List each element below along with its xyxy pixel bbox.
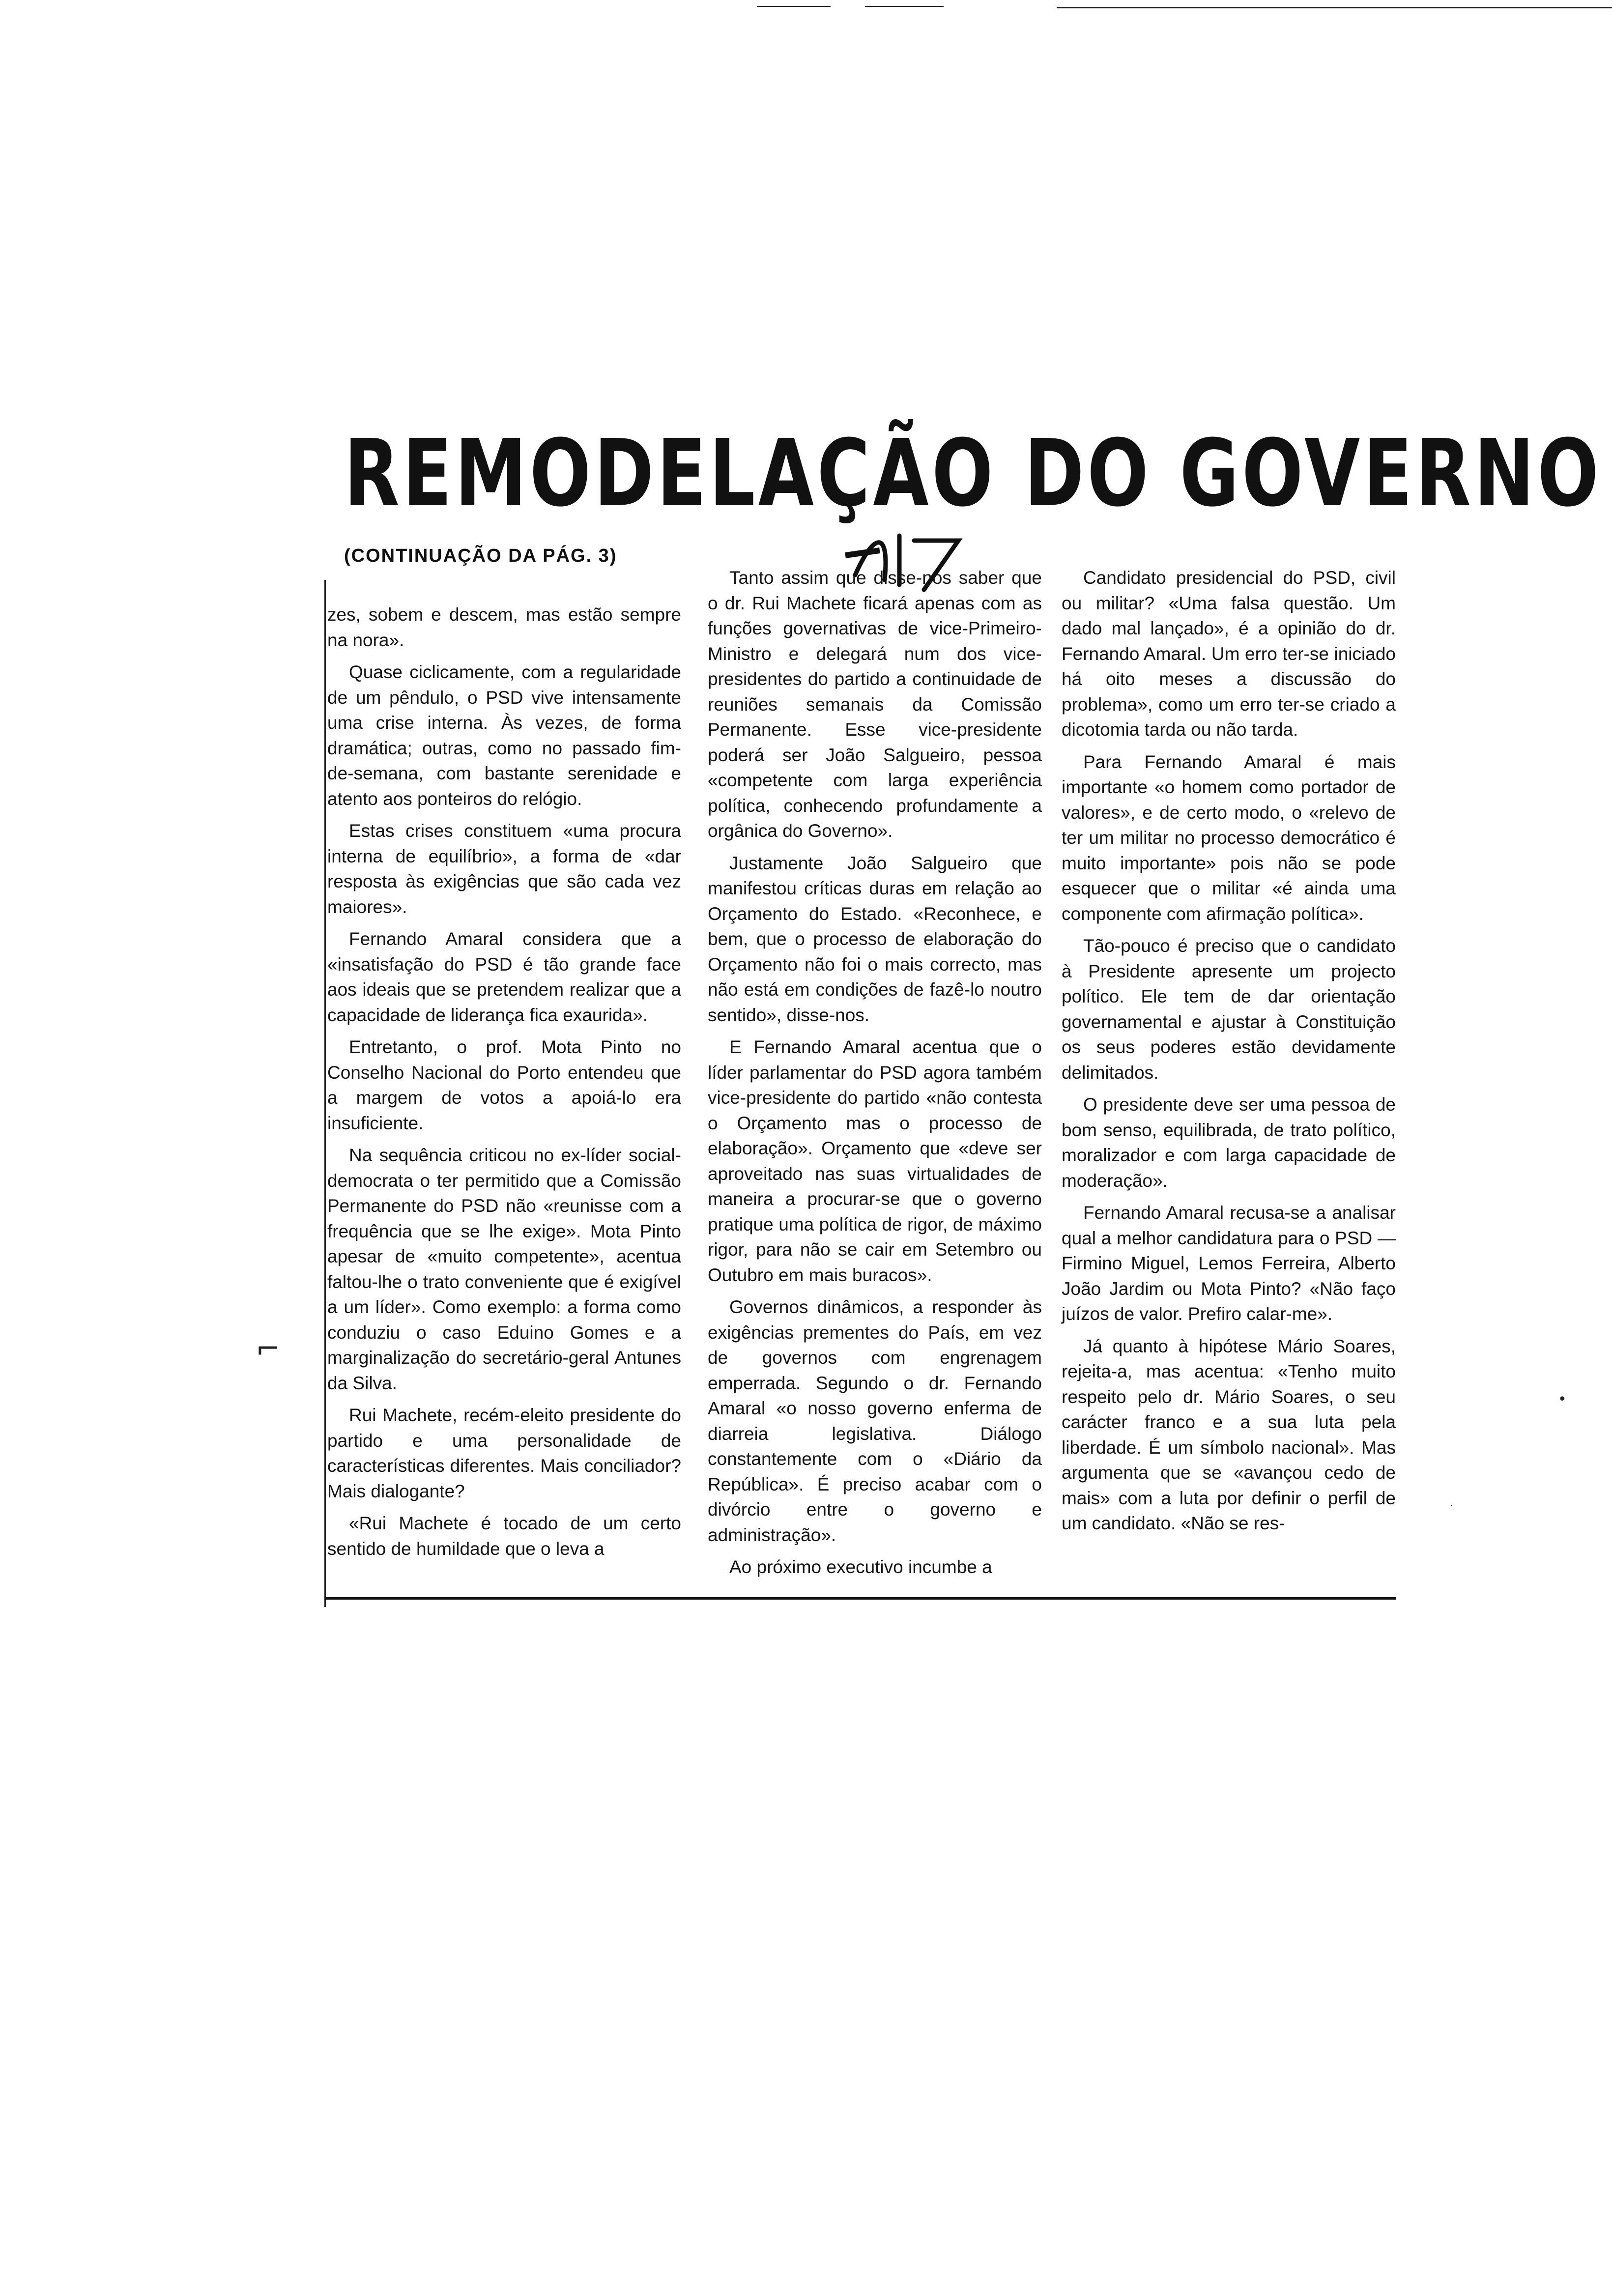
newspaper-clipping [324,383,1602,1597]
clipping-bottom-rule [324,1597,1396,1600]
paragraph: Candidato presidencial do PSD, civil ou militar? «Uma falsa questão. Um dado mal lançado», é a opinião do dr. Fernando Amaral. Um erro ter-se iniciado há oito meses a discussão do problema», como um erro ter-se criado a dicotomia tarda ou não tarda. [1062,568,1396,740]
paragraph: E Fernando Amaral acentua que o líder parlamentar do PSD agora também vice-presidente do partido «não contesta o Orçamento mas o processo de elaboração». Orçamento que «deve ser aproveitado nas suas virtualidades de maneira a procurar-se que o governo pratique uma política de rigor, de máximo rigor, para não se cair em Setembro ou Outubro em mais buracos». [708,1037,1042,1285]
paragraph: Fernando Amaral considera que a «insatisfação do PSD é tão grande face aos ideais que se pretendem realizar que a capacidade de liderança fica exaurida». [327,929,681,1025]
paragraph: Rui Machete, recém-eleito presidente do partido e uma personalidade de características diferentes. Mais conciliador? Mais dialogante? [327,1405,681,1501]
paragraph: Tão-pouco é preciso que o candidato à Presidente apresente um projecto político. Ele tem de dar orientação governamental e ajustar à Constituição os seus poderes estão devidamente delimitados. [1062,936,1396,1083]
article-column-3 [1062,565,1396,1543]
scan-artifact-line [757,6,831,7]
paragraph: Entretanto, o prof. Mota Pinto no Conselho Nacional do Porto entendeu que a margem de votos a apoiá-lo era insuficiente. [327,1037,681,1133]
scan-artifact-line [865,6,944,7]
paragraph: O presidente deve ser uma pessoa de bom senso, equilibrada, de trato político, moralizador e com larga capacidade de moderação». [1062,1094,1396,1191]
column-rule-left [324,580,326,1607]
paragraph: Governos dinâmicos, a responder às exigências prementes do País, em vez de governos com engrenagem emperrada. Segundo o dr. Fernando Amaral «o nosso governo enferma de diarreia legislativa. Diálogo constantemente com o «Diário da República». É preciso acabar com o divórcio entre o governo e administração». [708,1297,1042,1545]
paragraph: Para Fernando Amaral é mais importante «o homem como portador de valores», e de certo modo, o «relevo de ter um militar no processo democrático é muito importante» pois não se pode esquecer que o militar «é ainda uma componente com afirmação política». [1062,751,1396,924]
paragraph: Quase ciclicamente, com a regularidade de um pêndulo, o PSD vive intensamente uma crise interna. Às vezes, de forma dramática; outras, como no passado fim-de-semana, com bastante serenidade e atento aos ponteiros do relógio. [327,662,681,809]
scan-artifact-line [1057,7,1612,8]
paragraph: Tanto assim que disse-nos saber que o dr. Rui Machete ficará apenas com as funções governativas de vice-Primeiro-Ministro e delegará num dos vice-presidentes do partido a continuidade de reuniões semanais da Comissão Permanente. Esse vice-presidente poderá ser João Salgueiro, pessoa «competente com larga experiência política, conhecendo profundamente a orgânica do Governo». [708,568,1042,841]
article-headline: REMODELAÇÃO DO GOVERNO [344,420,1602,527]
paragraph: Já quanto à hipótese Mário Soares, rejeita-a, mas acentua: «Tenho muito respeito pelo dr. Mário Soares, o seu carácter franco e a sua luta pela liberdade. É um símbolo nacional». Mas argumenta que se «avançou cedo de mais» com a luta por definir o perfil de um candidato. «Não se res- [1062,1336,1396,1533]
paragraph: Estas crises constituem «uma procura interna de equilíbrio», a forma de «dar resposta às exigências que são cada vez maiores». [327,821,681,917]
margin-mark: ⌐ [256,1332,281,1366]
continuation-kicker: (CONTINUAÇÃO DA PÁG. 3) [344,545,617,566]
margin-mark: · [1450,1499,1454,1513]
paragraph: zes, sobem e descem, mas estão sempre na nora». [327,604,681,650]
paragraph: Fernando Amaral recusa-se a analisar qual a melhor candidatura para o PSD — Firmino Miguel, Lemos Ferreira, Alberto João Jardim ou Mota Pinto? «Não faço juízos de valor. Prefiro calar-me». [1062,1203,1396,1324]
paragraph: «Rui Machete é tocado de um certo sentido de humildade que o leva a [327,1513,681,1559]
paragraph: Ao próximo executivo incumbe a [729,1557,992,1577]
article-column-1 [327,602,681,1568]
paragraph: Na sequência criticou no ex-líder social-democrata o ter permitido que a Comissão Permanente do PSD não «reunisse com a frequência que se lhe exige». Mota Pinto apesar de «muito competente», acentua faltou-lhe o trato conveniente que é exigível a um líder». Como exemplo: a forma como conduziu o caso Eduino Gomes e a marginalização do secretário-geral Antunes da Silva. [327,1145,681,1393]
paragraph: Justamente João Salgueiro que manifestou críticas duras em relação ao Orçamento do Estado. «Reconhece, e bem, que o processo de elaboração do Orçamento não foi o mais correcto, mas não está em condições de fazê-lo noutro sentido», disse-nos. [708,853,1042,1025]
article-column-2 [708,565,1042,1587]
margin-mark: • [1558,1391,1567,1408]
